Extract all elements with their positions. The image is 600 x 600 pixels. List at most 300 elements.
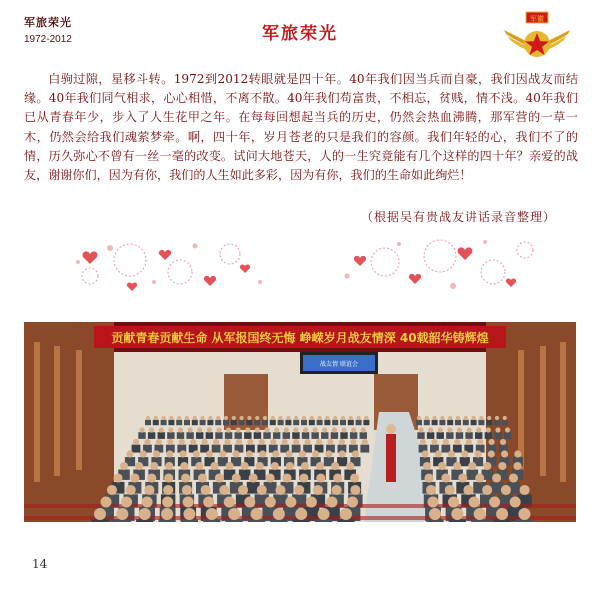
audience-member [321,432,328,439]
audience-head [162,416,166,420]
audience-head [313,485,323,495]
audience-head [232,416,236,420]
audience-member [184,420,190,425]
audience-head [340,508,352,520]
audience-member [293,420,299,425]
audience-head [448,416,452,420]
audience-head [339,439,345,445]
audience-member [254,432,261,439]
page-number: 14 [32,557,48,571]
audience-head [299,450,306,457]
audience-member [416,420,422,425]
audience-head [486,427,491,432]
audience-member [494,420,500,425]
audience-member [363,420,369,425]
audience-head [182,485,192,495]
audience-head [275,485,285,495]
audience-member [441,445,450,453]
audience-head [361,427,366,432]
audience-head [208,416,212,420]
audience-head [352,450,359,457]
audience-head [256,462,264,470]
audience-head [179,450,186,457]
audience-head [350,439,356,445]
audience-member [494,432,501,439]
audience-head [133,439,139,445]
audience-head [495,416,499,420]
audience-member [311,432,318,439]
audience-head [240,416,244,420]
audience-head [116,508,128,520]
audience-head [448,496,459,507]
audience-head [126,485,136,495]
audience-head [350,485,360,495]
audience-head [149,427,154,432]
audience-head [501,485,511,495]
audience-head [500,439,506,445]
audience-head [447,427,452,432]
audience-head [418,427,423,432]
audience-head [201,416,205,420]
audience-head [166,450,173,457]
audience-head [140,450,147,457]
page-title: 军旅荣光 [262,24,338,44]
audience-head [427,496,438,507]
audience-head [498,462,506,470]
article-paragraph: 白驹过隙，星移斗转。1972到2012转眼就是四十年。40年我们因当兵而自豪，我们因战友而结缘。40年我们同气相求，心心相惜，不离不散。40年我们苟富贵，不相忘，贫贱，情不浅。40年我们已从青春年少，步入了人生花甲之年。在每每回想起当兵的历史，仍然会热血沸腾，那军营的一草一木，仍然会给我们魂萦梦牵。啊，四十年，岁月苍老的只是我们的容颜。我们年轻的心，我们不了的情，历久弥心不曾有一丝一毫的改变。试问大地苍天，人的一生究竟能有几个这样的四十年？亲爱的战友，谢谢你们，因为有你，我们的人生如此多彩，因为有你，我们的生命如此绚烂！ [24,72,578,183]
audience-head [203,496,214,507]
audience-member [246,420,252,425]
audience-head [146,416,150,420]
audience-head [339,450,346,457]
audience-head [332,485,342,495]
audience-member [167,432,174,439]
audience-head [466,439,472,445]
audience-head [438,462,446,470]
audience-head [215,473,224,482]
audience-head [443,439,449,445]
audience-head [245,427,250,432]
audience-head [426,485,436,495]
audience-head [161,508,173,520]
audience-head [147,473,156,482]
audience-head [274,427,279,432]
audience-head [509,473,518,482]
audience-member [331,432,338,439]
audience-head [188,427,193,432]
audience-head [299,473,308,482]
audience-head [482,485,492,495]
audience-head [244,496,255,507]
audience-head [489,439,495,445]
audience-member [348,420,354,425]
audience-head [425,416,429,420]
audience-member [176,420,182,425]
audience-member [223,420,229,425]
audience-member [456,432,463,439]
audience-head [279,416,283,420]
audience-member [292,432,299,439]
audience-head [456,416,460,420]
audience-head [474,450,481,457]
army-emblem-icon [502,8,572,60]
audience-head [219,485,229,495]
audience-head [233,450,240,457]
audience-head [197,427,202,432]
audience-head [273,508,285,520]
audience-member [324,420,330,425]
audience-head [165,462,173,470]
audience-head [272,450,279,457]
audience-head [341,416,345,420]
audience-member [332,420,338,425]
audience-member [463,420,469,425]
audience-head [167,439,173,445]
audience-head [282,473,291,482]
audience-head [142,496,153,507]
audience-head [293,427,298,432]
audience-head [270,439,276,445]
audience-head [487,416,491,420]
audience-head [313,427,318,432]
audience-head [247,416,251,420]
audience-member [244,432,251,439]
audience-head [255,427,260,432]
audience-head [428,427,433,432]
audience-head [477,439,483,445]
audience-head [453,462,461,470]
audience-member [360,445,369,453]
audience-head [518,508,530,520]
audience-head [458,473,467,482]
emblem-label: 军徽 [530,15,544,23]
audience-head [226,462,234,470]
audience-head [198,473,207,482]
audience-head [195,462,203,470]
audience-member [196,432,203,439]
audience-head [468,462,476,470]
audience-head [301,462,309,470]
audience-head [193,416,197,420]
audience-head [333,473,342,482]
audience-head [139,508,151,520]
audience-head [219,450,226,457]
audience-member [263,432,270,439]
audience-head [264,427,269,432]
audience-head [503,416,507,420]
audience-head [286,462,294,470]
audience-head [475,473,484,482]
audience-head [153,450,160,457]
audience-head [224,416,228,420]
audience-member [439,420,445,425]
audience-head [303,427,308,432]
audience-member [302,432,309,439]
audience-member [231,420,237,425]
audience-head [479,416,483,420]
audience-member [235,432,242,439]
audience-head [164,473,173,482]
audience-head [130,473,139,482]
audience-member [262,420,268,425]
audience-head [441,473,450,482]
audience-head [179,439,185,445]
audience-head [286,416,290,420]
audience-member [206,432,213,439]
audience-head [310,416,314,420]
audience-head [302,416,306,420]
audience-head [464,416,468,420]
audience-head [210,462,218,470]
audience-head [312,450,319,457]
audience-head [327,439,333,445]
audience-member [502,420,508,425]
audience-head [362,439,368,445]
audience-head [429,508,441,520]
audience-member [447,420,453,425]
audience-head [488,450,495,457]
audience-head [435,450,442,457]
audience-member [446,432,453,439]
audience-head [293,439,299,445]
audience-head [421,450,428,457]
audience-member [485,432,492,439]
audience-member [283,432,290,439]
audience-head [249,473,258,482]
audience-head [183,508,195,520]
audience-member [475,432,482,439]
audience-member [270,420,276,425]
audience-head [474,508,486,520]
audience-head [207,427,212,432]
audience-head [424,473,433,482]
series-title: 军旅荣光 [24,16,72,29]
audience-member [200,420,206,425]
audience-head [469,496,480,507]
audience-member [239,420,245,425]
audience-head [236,439,242,445]
audience-head [505,427,510,432]
audience-head [265,496,276,507]
audience-head [489,496,500,507]
audience-head [347,496,358,507]
audience-member [215,432,222,439]
audience-member [132,445,141,453]
audience-member [215,420,221,425]
audience-head [294,485,304,495]
audience-member [309,420,315,425]
audience-head [282,439,288,445]
audience-member [301,420,307,425]
audience-head [326,496,337,507]
audience-head [156,439,162,445]
audience-head [364,416,368,420]
audience-head [185,416,189,420]
audience-head [476,427,481,432]
audience-member [490,482,503,494]
audience-head [259,450,266,457]
audience-head [351,427,356,432]
audience-member [212,445,221,453]
audience-head [461,450,468,457]
audience-head [150,462,158,470]
audience-head [168,427,173,432]
audience-member [168,420,174,425]
audience-head [201,485,211,495]
audience-head [357,416,361,420]
audience-head [332,427,337,432]
audience-head [423,462,431,470]
audience-member [161,420,167,425]
audience-head [349,416,353,420]
audience-member [145,420,151,425]
audience-head [318,508,330,520]
audience-head [463,485,473,495]
audience-head [177,416,181,420]
audience-member [158,432,165,439]
audience-head [126,450,133,457]
audience-member [186,432,193,439]
audience-head [259,439,265,445]
audience-member [486,420,492,425]
audience-head [216,427,221,432]
audience-member [278,420,284,425]
audience-head [438,427,443,432]
auditorium-photo [24,322,576,522]
audience-head [306,496,317,507]
audience-head [120,462,128,470]
audience-head [255,416,259,420]
audience-head [154,416,158,420]
audience-head [496,508,508,520]
audience-head [232,473,241,482]
audience-head [284,427,289,432]
audience-head [162,496,173,507]
audience-head [257,485,267,495]
audience-head [467,427,472,432]
audience-head [448,450,455,457]
hearts-decoration-right [335,232,535,298]
audience-member [424,420,430,425]
audience-head [247,439,253,445]
audience-head [472,416,476,420]
audience-head [193,450,200,457]
audience-head [144,485,154,495]
audience-member [340,420,346,425]
audience-member [432,420,438,425]
audience-member [478,420,484,425]
audience-head [350,473,359,482]
attribution-note: （根据吴有贵战友讲话录音整理） [360,210,556,224]
audience-member [148,432,155,439]
audience-member [437,432,444,439]
audience-head [190,439,196,445]
audience-head [183,496,194,507]
audience-head [206,450,213,457]
audience-head [417,416,421,420]
audience-member [317,420,323,425]
audience-member [177,432,184,439]
audience-member [504,432,511,439]
audience-head [216,416,220,420]
audience-head [135,462,143,470]
audience-head [266,473,275,482]
audience-member [360,432,367,439]
audience-head [236,427,241,432]
audience-head [163,485,173,495]
hearts-decoration-left [70,232,270,298]
audience-head [213,439,219,445]
screen-text: 战友情 联谊会 [320,361,358,368]
audience-head [246,450,253,457]
audience-head [451,508,463,520]
audience-head [139,427,144,432]
audience-head [294,416,298,420]
audience-head [224,439,230,445]
audience-member [292,445,301,453]
audience-head [492,473,501,482]
audience-head [454,439,460,445]
audience-head [445,485,455,495]
audience-head [224,496,235,507]
audience-head [228,508,240,520]
audience-head [513,462,521,470]
audience-head [322,427,327,432]
audience-member [427,432,434,439]
audience-head [483,462,491,470]
audience-head [159,427,164,432]
audience-head [510,496,521,507]
audience-head [178,427,183,432]
audience-head [107,485,117,495]
audience-head [94,508,106,520]
audience-member [273,432,280,439]
audience-head [440,416,444,420]
audience-head [325,450,332,457]
years-range: 1972-2012 [24,34,72,45]
audience-head [316,473,325,482]
audience-head [495,427,500,432]
audience-head [305,439,311,445]
audience-head [180,462,188,470]
audience-member [455,420,461,425]
audience-head [457,427,462,432]
audience-head [181,473,190,482]
audience-head [271,416,275,420]
audience-head [100,496,111,507]
audience-member [285,420,291,425]
audience-head [325,416,329,420]
audience-head [238,485,248,495]
audience-member [471,420,477,425]
article-body [24,70,578,185]
audience-head [420,439,426,445]
audience-head [263,416,267,420]
audience-head [501,450,508,457]
audience-member [138,432,145,439]
audience-head [251,508,263,520]
audience-head [285,496,296,507]
audience-member [207,420,213,425]
audience-member [225,432,232,439]
audience-member [192,420,198,425]
audience-head [514,450,521,457]
audience-head [241,462,249,470]
audience-head [331,462,339,470]
audience-head [121,496,132,507]
audience-member [350,432,357,439]
audience-head [431,439,437,445]
